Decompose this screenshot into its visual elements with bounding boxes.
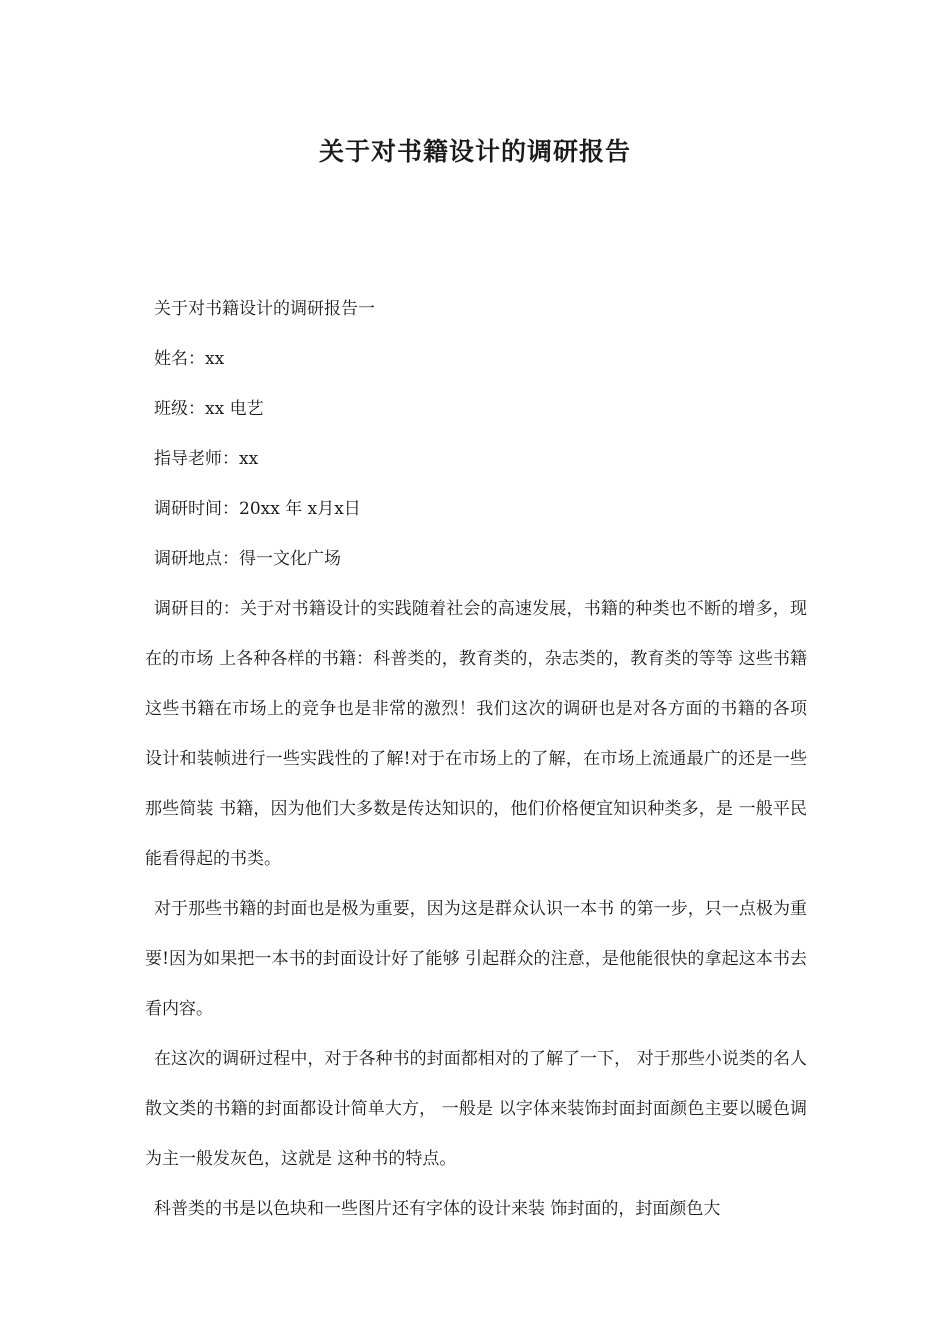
meta-time: 调研时间：20xx 年 x月x日 [154, 499, 361, 519]
paragraph-science-books: 科普类的书是以色块和一些图片还有字体的设计来装 饰封面的，封面颜色大 [154, 1199, 721, 1219]
paragraph-research-process: 在这次的调研过程中，对于各种书的封面都相对的了解了一下， 对于那些小说类的名人散文类的书籍的封面都设计简单大方， 一般是 以字体来装饰封面封面颜色主要以暖色调为主一般发灰色，这就是 这种书的特点。 [145, 1049, 807, 1169]
meta-class: 班级：xx 电艺 [154, 399, 264, 419]
meta-advisor: 指导老师：xx [154, 449, 259, 469]
paragraph-cover-importance: 对于那些书籍的封面也是极为重要，因为这是群众认识一本书 的第一步，只一点极为重要!因为如果把一本书的封面设计好了能够 引起群众的注意，是他能很快的拿起这本书去看内容。 [145, 899, 807, 1019]
paragraph-purpose: 调研目的：关于对书籍设计的实践随着社会的高速发展，书籍的种类也不断的增多，现在的市场 上各种各样的书籍：科普类的，教育类的，杂志类的，教育类的等等 这些书籍这些书籍在市场上的竞争也是非常的激烈！我们这次的调研也是对各方面的书籍的各项设计和装帧进行一些实践性的了解!对于在市场上的了解，在市场上流通最广的还是一些那些简装 书籍，因为他们大多数是传达知识的，他们价格便宜知识种类多，是 一般平民能看得起的书类。 [145, 599, 807, 869]
meta-name: 姓名：xx [154, 349, 225, 369]
report-subtitle: 关于对书籍设计的调研报告一 [154, 299, 375, 319]
document-title: 关于对书籍设计的调研报告 [318, 137, 631, 166]
document-body [145, 284, 807, 1234]
meta-location: 调研地点：得一文化广场 [154, 549, 341, 569]
